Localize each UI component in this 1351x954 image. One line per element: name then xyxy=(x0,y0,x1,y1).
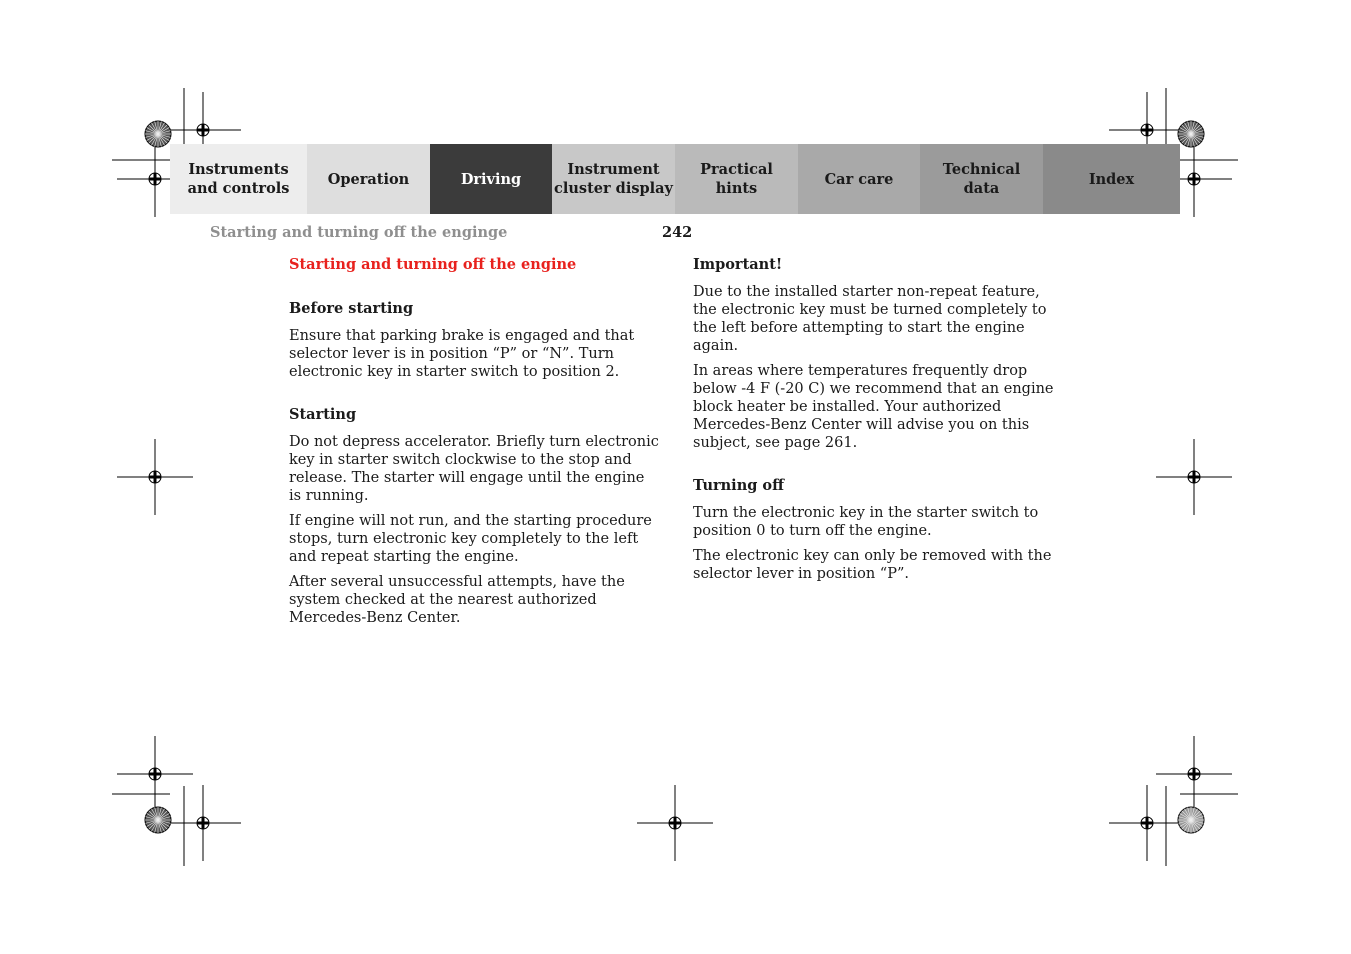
heading-turning-off: Turning off xyxy=(693,477,784,494)
tab-index[interactable]: Index xyxy=(1043,144,1180,214)
paragraph: After several unsuccessful attempts, have the system checked at the nearest authorized Mercedes-Benz Center. xyxy=(289,574,625,626)
running-header: Starting and turning off the enginge xyxy=(210,224,508,241)
section-title: Starting and turning off the engine xyxy=(289,256,577,273)
registration-mark-icon xyxy=(1109,785,1185,861)
section-tabs xyxy=(170,144,1180,214)
color-wheel-icon xyxy=(1178,807,1204,833)
left-column xyxy=(289,256,661,634)
tab-instrument-cluster-display[interactable]: Instrument cluster display xyxy=(552,144,675,214)
color-wheel-icon xyxy=(145,807,171,833)
paragraph: In areas where temperatures frequently drop below -4 F (-20 C) we recommend that an engine block heater be installed. Your authorized Mercedes-Benz Center will advise you on this subject, see page 261. xyxy=(693,363,1054,451)
tab-practical-hints[interactable]: Practical hints xyxy=(675,144,798,214)
right-column xyxy=(693,256,1065,590)
tab-technical-data[interactable]: Technical data xyxy=(920,144,1043,214)
tab-car-care[interactable]: Car care xyxy=(798,144,920,214)
registration-mark-icon xyxy=(117,439,193,515)
registration-mark-icon xyxy=(1156,736,1232,812)
paragraph: Turn the electronic key in the starter switch to position 0 to turn off the engine. xyxy=(693,505,1039,539)
page-number: 242 xyxy=(662,224,693,241)
paragraph: Do not depress accelerator. Briefly turn electronic key in starter switch clockwise to the stop and release. The starter will engage until the engine is running. xyxy=(289,434,659,504)
paragraph: If engine will not run, and the starting procedure stops, turn electronic key completely to the left and repeat starting the engine. xyxy=(289,513,652,565)
heading-important: Important! xyxy=(693,256,783,273)
heading-before-starting: Before starting xyxy=(289,300,414,317)
tab-driving[interactable]: Driving xyxy=(430,144,552,214)
heading-starting: Starting xyxy=(289,406,357,423)
paragraph: The electronic key can only be removed with the selector lever in position “P”. xyxy=(693,548,1052,582)
paragraph: Ensure that parking brake is engaged and that selector lever is in position “P” or “N”. Turn electronic key in starter switch to position 2. xyxy=(289,328,635,380)
paragraph: Due to the installed starter non-repeat feature, the electronic key must be turned completely to the left before attempting to start the engine again. xyxy=(693,284,1047,354)
color-wheel-icon xyxy=(145,121,171,147)
tab-instruments-and-controls[interactable]: Instruments and controls xyxy=(170,144,307,214)
registration-mark-icon xyxy=(637,785,713,861)
registration-mark-icon xyxy=(117,736,193,812)
registration-mark-icon xyxy=(1156,439,1232,515)
registration-mark-icon xyxy=(165,785,241,861)
tab-operation[interactable]: Operation xyxy=(307,144,430,214)
color-wheel-icon xyxy=(1178,121,1204,147)
